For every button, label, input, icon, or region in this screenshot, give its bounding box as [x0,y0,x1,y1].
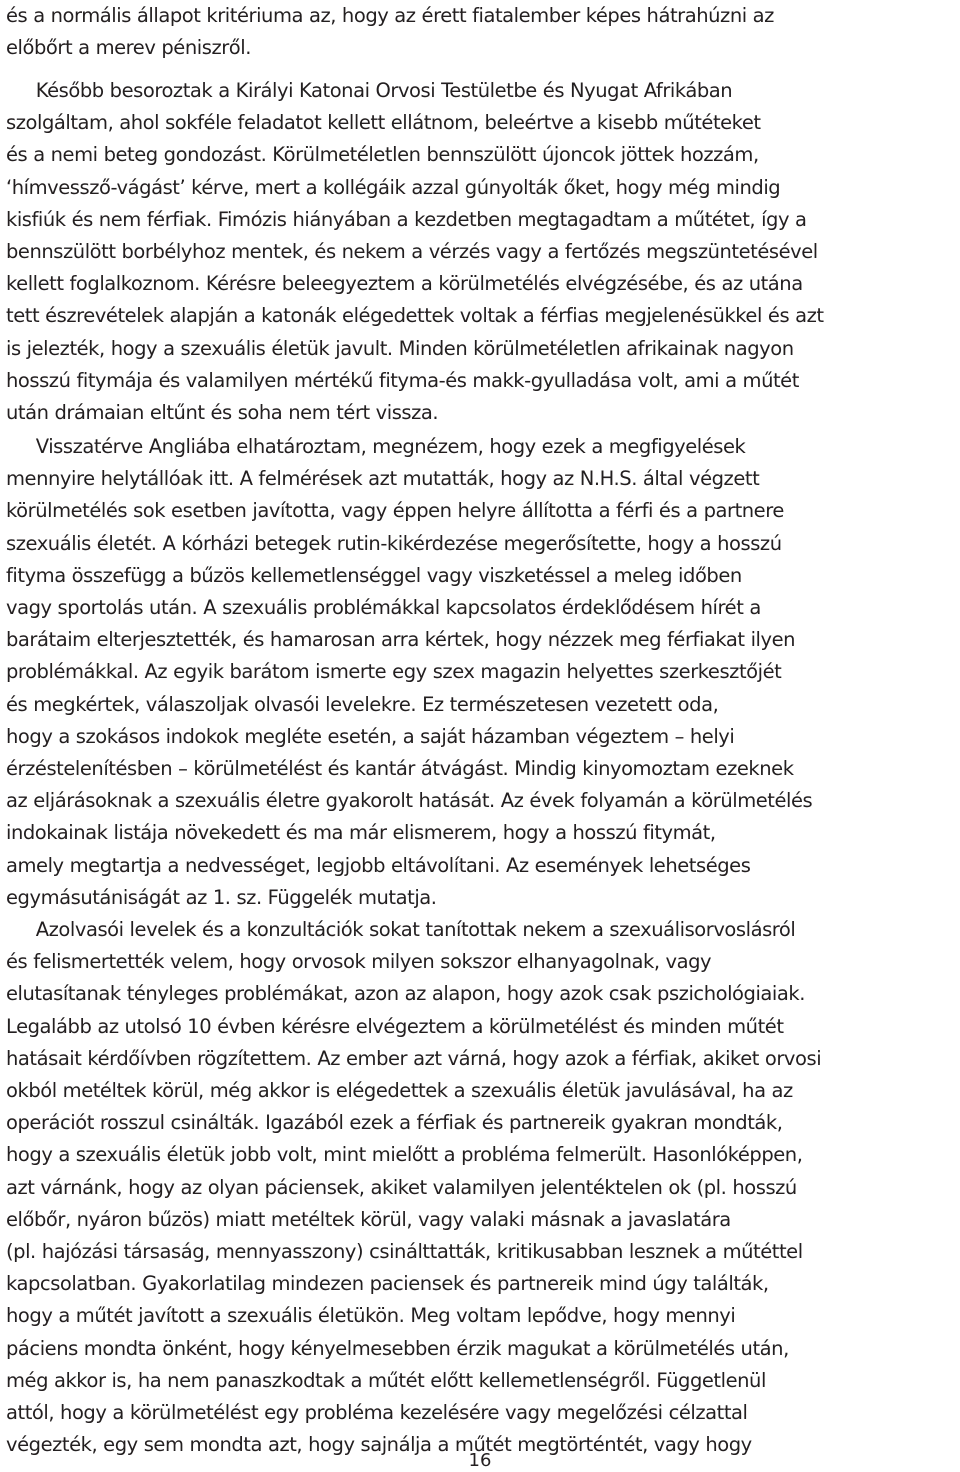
text-line: elutasítanak tényleges problémákat, azon az alapon, hogy azok csak pszichológiaiak. [6,982,805,1006]
text-line: amely megtartja a nedvességet, legjobb eltávolítani. Az események lehetséges [6,853,751,877]
text-line: bennszülött borbélyhoz mentek, és nekem a vérzés vagy a fertőzés megszüntetésével [6,240,818,264]
text-line: ‘hímvessző-vágást’ kérve, mert a kollégáik azzal gúnyolták őket, hogy még mindig [6,175,781,199]
text-line: szolgáltam, ahol sokféle feladatot kellett ellátnom, beleértve a kisebb műtéteket [6,111,761,135]
text-line: szexuális életét. A kórházi betegek rutin-kikérdezése megerősítette, hogy a hosszú [6,531,782,555]
text-line: mennyire helytállóak itt. A felmérések azt mutatták, hogy az N.H.S. által végzett [6,467,760,491]
text-line: és a nemi beteg gondozást. Körülmetéletlen bennszülött újoncok jöttek hozzám, [6,143,759,167]
text-line: hatásait kérdőívben rögzítettem. Az ember azt várná, hogy azok a férfiak, akiket orvosi [6,1046,822,1070]
page-number: 16 [468,1450,492,1471]
text-line: kapcsolatban. Gyakorlatilag mindezen paciensek és partnereik mind úgy találták, [6,1272,769,1296]
text-line: az eljárásoknak a szexuális életre gyakorolt hatását. Az évek folyamán a körülmetélés [6,789,813,813]
text-line: páciens mondta önként, hogy kényelmesebben érzik magukat a körülmetélés után, [6,1336,789,1360]
text-line: problémákkal. Az egyik barátom ismerte egy szex magazin helyettes szerkesztőjét [6,660,782,684]
text-line: érzéstelenítésben – körülmetélést és kantár átvágást. Mindig kinyomoztam ezeknek [6,757,794,781]
text-line: előbőr, nyáron bűzös) miatt metéltek körül, vagy valaki másnak a javaslatára [6,1207,731,1231]
text-line: indokainak listája növekedett és ma már elismerem, hogy a hosszú fitymát, [6,821,716,845]
text-line: egymásutániságát az 1. sz. Függelék mutatja. [6,885,437,909]
paragraph-1 [6,0,774,64]
text-line: körülmetélés sok esetben javította, vagy éppen helyre állította a férfi és a partnere [6,499,784,523]
text-line: után drámaian eltűnt és soha nem tért vissza. [6,401,439,425]
text-line: Legalább az utolsó 10 évben kérésre elvégeztem a körülmetélést és minden műtét [6,1014,784,1038]
text-line: is jelezték, hogy a szexuális életük javult. Minden körülmetéletlen afrikainak nagyon [6,336,794,360]
text-line: hosszú fitymája és valamilyen mértékű fityma-és makk-gyulladása volt, ami a műtét [6,368,799,392]
text-line: okból metéltek körül, még akkor is elégedettek a szexuális életük javulásával, ha az [6,1079,793,1103]
text-line: Visszatérve Angliába elhatároztam, megnézem, hogy ezek a megfigyelések [6,435,746,458]
text-line: (pl. hajózási társaság, mennyasszony) csinálttatták, kritikusabban lesznek a műtéttel [6,1240,803,1264]
text-line: hogy a szexuális életük jobb volt, mint mielőtt a probléma felmerült. Hasonlóképpen, [6,1143,803,1167]
text-line: Azolvasói levelek és a konzultációk sokat tanítottak nekem a szexuálisorvoslásról [6,918,796,941]
paragraph-2 [6,75,824,429]
text-line: és felismertették velem, hogy orvosok milyen sokszor elhanyagolnak, vagy [6,950,712,974]
text-line: azt várnánk, hogy az olyan páciensek, akiket valamilyen jelentéktelen ok (pl. hosszú [6,1175,797,1199]
paragraph-3 [6,431,812,914]
text-line: kellett foglalkoznom. Kérésre beleegyeztem a körülmetélés elvégzésébe, és az utána [6,272,803,296]
text-line: fityma összefügg a bűzös kellemetlenséggel vagy viszketéssel a meleg időben [6,563,742,587]
text-line: előbőrt a merev péniszről. [6,36,251,60]
text-line: még akkor is, ha nem panaszkodtak a műtét előtt kellemetlenségről. Függetlenül [6,1368,766,1392]
text-line: Később besoroztak a Királyi Katonai Orvosi Testületbe és Nyugat Afrikában [6,79,733,102]
text-line: barátaim elterjesztették, és hamarosan arra kértek, hogy nézzek meg férfiakat ilyen [6,628,796,652]
text-line: és megkértek, válaszoljak olvasói levelekre. Ez természetesen vezetett oda, [6,692,719,716]
text-line: vagy sportolás után. A szexuális problémákkal kapcsolatos érdeklődésem hírét a [6,596,761,620]
text-line: hogy a szokásos indokok megléte esetén, a saját házamban végeztem – helyi [6,724,735,748]
text-line: hogy a műtét javított a szexuális életükön. Meg voltam lepődve, hogy mennyi [6,1304,736,1328]
text-line: végezték, egy sem mondta azt, hogy sajnálja a műtét megtörténtét, vagy hogy [6,1433,752,1457]
text-line: és a normális állapot kritériuma az, hogy az érett fiatalember képes hátrahúzni az [6,4,774,27]
text-line: tett észrevételek alapján a katonák elégedettek voltak a férfias megjelenésükkel és azt [6,304,824,328]
paragraph-4 [6,914,821,1461]
text-line: attól, hogy a körülmetélést egy probléma kezelésére vagy megelőzési célzattal [6,1401,748,1425]
text-line: kisfiúk és nem férfiak. Fimózis hiányában a kezdetben megtagadtam a műtétet, így a [6,207,807,231]
text-line: operációt rosszul csinálták. Igazából ezek a férfiak és partnereik gyakran mondták, [6,1111,783,1135]
